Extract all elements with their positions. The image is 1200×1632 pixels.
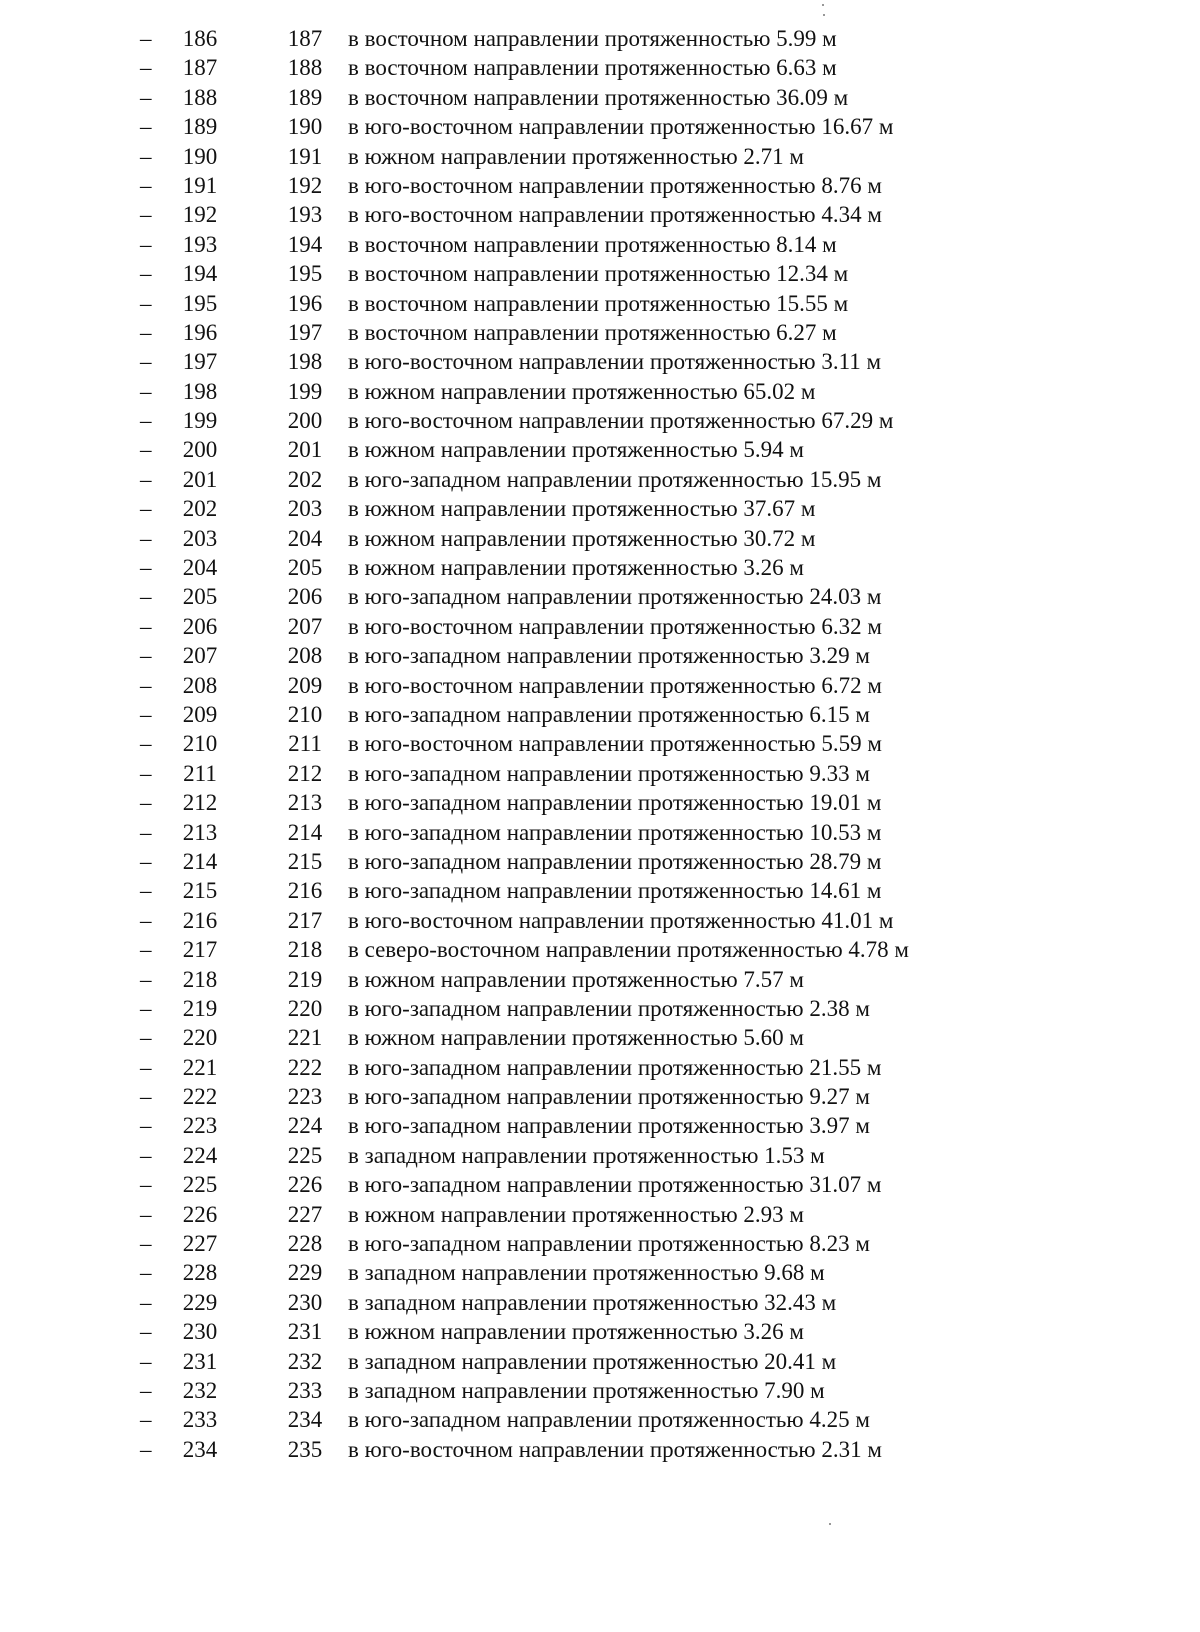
row-dash: –: [140, 290, 152, 316]
segment-start-point: 220: [182, 1025, 218, 1051]
segment-row: [0, 965, 1200, 994]
segment-start-point: 219: [182, 995, 218, 1021]
segment-start-point: 205: [182, 584, 218, 610]
row-dash: –: [140, 408, 152, 434]
segment-row: [0, 142, 1200, 171]
segment-row: [0, 641, 1200, 670]
segment-end-point: 213: [287, 790, 323, 816]
segment-description: в юго-восточном направлении протяженностью 3.11 м: [348, 349, 882, 375]
row-dash: –: [140, 349, 152, 375]
row-dash: –: [140, 143, 152, 169]
row-dash: –: [140, 231, 152, 257]
segment-end-point: 233: [287, 1377, 323, 1403]
segment-description: в южном направлении протяженностью 3.26 м: [348, 555, 804, 581]
segment-start-point: 222: [182, 1084, 218, 1110]
segment-start-point: 234: [182, 1436, 218, 1462]
scan-speck: [822, 4, 824, 6]
segment-start-point: 232: [182, 1377, 218, 1403]
segment-description: в юго-восточном направлении протяженностью 16.67 м: [348, 114, 894, 140]
segment-end-point: 228: [287, 1231, 323, 1257]
segment-start-point: 213: [182, 819, 218, 845]
segment-end-point: 220: [287, 995, 323, 1021]
segment-description: в северо-восточном направлении протяженностью 4.78 м: [348, 937, 909, 963]
segment-end-point: 222: [287, 1054, 323, 1080]
segment-row: [0, 1435, 1200, 1464]
segment-description: в южном направлении протяженностью 5.94 м: [348, 437, 804, 463]
segment-end-point: 225: [287, 1142, 323, 1168]
segment-description: в юго-западном направлении протяженностью 31.07 м: [348, 1172, 882, 1198]
segment-start-point: 192: [182, 202, 218, 228]
row-dash: –: [140, 731, 152, 757]
row-dash: –: [140, 466, 152, 492]
segment-description: в западном направлении протяженностью 1.53 м: [348, 1142, 825, 1168]
segment-end-point: 197: [287, 319, 323, 345]
row-dash: –: [140, 84, 152, 110]
segment-end-point: 231: [287, 1319, 323, 1345]
segment-end-point: 210: [287, 701, 323, 727]
segment-description: в юго-западном направлении протяженностью 19.01 м: [348, 790, 882, 816]
segment-description: в юго-восточном направлении протяженностью 5.59 м: [348, 731, 882, 757]
segment-row: [0, 935, 1200, 964]
segment-row: [0, 524, 1200, 553]
segment-start-point: 226: [182, 1201, 218, 1227]
segment-description: в юго-западном направлении протяженностью 15.95 м: [348, 466, 882, 492]
segment-row: [0, 759, 1200, 788]
segment-start-point: 208: [182, 672, 218, 698]
segment-end-point: 195: [287, 261, 323, 287]
row-dash: –: [140, 790, 152, 816]
segment-end-point: 189: [287, 84, 323, 110]
segment-start-point: 206: [182, 613, 218, 639]
segment-description: в юго-восточном направлении протяженностью 6.72 м: [348, 672, 882, 698]
segment-end-point: 214: [287, 819, 323, 845]
segment-row: [0, 83, 1200, 112]
segment-end-point: 193: [287, 202, 323, 228]
row-dash: –: [140, 1172, 152, 1198]
segment-description: в южном направлении протяженностью 37.67 м: [348, 496, 816, 522]
segment-start-point: 201: [182, 466, 218, 492]
segment-start-point: 228: [182, 1260, 218, 1286]
row-dash: –: [140, 26, 152, 51]
segment-row: [0, 289, 1200, 318]
segment-end-point: 188: [287, 55, 323, 81]
row-dash: –: [140, 907, 152, 933]
segment-row: [0, 582, 1200, 611]
segment-row: [0, 553, 1200, 582]
segment-row: [0, 906, 1200, 935]
segment-description: в юго-западном направлении протяженностью 24.03 м: [348, 584, 882, 610]
segment-start-point: 199: [182, 408, 218, 434]
row-dash: –: [140, 848, 152, 874]
row-dash: –: [140, 525, 152, 551]
segment-row: [0, 53, 1200, 82]
row-dash: –: [140, 819, 152, 845]
row-dash: –: [140, 701, 152, 727]
row-dash: –: [140, 760, 152, 786]
segment-start-point: 230: [182, 1319, 218, 1345]
segment-end-point: 199: [287, 378, 323, 404]
segment-row: [0, 1347, 1200, 1376]
segment-start-point: 195: [182, 290, 218, 316]
segment-end-point: 200: [287, 408, 323, 434]
segment-start-point: 197: [182, 349, 218, 375]
segment-start-point: 224: [182, 1142, 218, 1168]
segment-description: в юго-восточном направлении протяженностью 67.29 м: [348, 408, 894, 434]
segment-start-point: 188: [182, 84, 218, 110]
scan-speck: [829, 1523, 831, 1525]
segment-description: в юго-восточном направлении протяженностью 6.32 м: [348, 613, 882, 639]
segment-description: в юго-западном направлении протяженностью 3.97 м: [348, 1113, 870, 1139]
segment-start-point: 196: [182, 319, 218, 345]
segment-end-point: 203: [287, 496, 323, 522]
segment-row: [0, 612, 1200, 641]
segment-description: в юго-западном направлении протяженностью 9.27 м: [348, 1084, 870, 1110]
row-dash: –: [140, 1436, 152, 1462]
segment-description: в южном направлении протяженностью 3.26 м: [348, 1319, 804, 1345]
row-dash: –: [140, 1289, 152, 1315]
row-dash: –: [140, 114, 152, 140]
segment-start-point: 202: [182, 496, 218, 522]
segment-end-point: 206: [287, 584, 323, 610]
row-dash: –: [140, 319, 152, 345]
row-dash: –: [140, 1201, 152, 1227]
row-dash: –: [140, 1260, 152, 1286]
segment-description: в юго-западном направлении протяженностью 2.38 м: [348, 995, 870, 1021]
segment-end-point: 212: [287, 760, 323, 786]
row-dash: –: [140, 672, 152, 698]
segment-row: [0, 1288, 1200, 1317]
segment-start-point: 212: [182, 790, 218, 816]
segment-description: в юго-восточном направлении протяженностью 41.01 м: [348, 907, 894, 933]
row-dash: –: [140, 55, 152, 81]
segment-row: [0, 1053, 1200, 1082]
segment-start-point: 198: [182, 378, 218, 404]
row-dash: –: [140, 584, 152, 610]
segment-start-point: 216: [182, 907, 218, 933]
segment-end-point: 229: [287, 1260, 323, 1286]
segment-row: [0, 876, 1200, 905]
segment-end-point: 217: [287, 907, 323, 933]
segment-description: в южном направлении протяженностью 5.60 м: [348, 1025, 804, 1051]
row-dash: –: [140, 1231, 152, 1257]
segment-row: [0, 112, 1200, 141]
segment-row: [0, 729, 1200, 758]
row-dash: –: [140, 202, 152, 228]
segment-description: в южном направлении протяженностью 2.93 м: [348, 1201, 804, 1227]
segment-start-point: 193: [182, 231, 218, 257]
row-dash: –: [140, 1319, 152, 1345]
segment-row: [0, 494, 1200, 523]
segment-description: в южном направлении протяженностью 2.71 м: [348, 143, 804, 169]
scan-speck: [823, 14, 825, 16]
segment-row: [0, 171, 1200, 200]
segment-row: [0, 700, 1200, 729]
row-dash: –: [140, 995, 152, 1021]
segment-start-point: 233: [182, 1407, 218, 1433]
row-dash: –: [140, 937, 152, 963]
segment-description: в юго-западном направлении протяженностью 9.33 м: [348, 760, 870, 786]
segment-row: [0, 347, 1200, 376]
row-dash: –: [140, 1348, 152, 1374]
segment-description: в восточном направлении протяженностью 8.14 м: [348, 231, 837, 257]
row-dash: –: [140, 172, 152, 198]
row-dash: –: [140, 261, 152, 287]
segment-start-point: 186: [182, 26, 218, 51]
segment-row: [0, 847, 1200, 876]
row-dash: –: [140, 1025, 152, 1051]
segment-row: [0, 406, 1200, 435]
segment-row: [0, 24, 1200, 53]
segment-row: [0, 1023, 1200, 1052]
segment-end-point: 218: [287, 937, 323, 963]
segment-row: [0, 671, 1200, 700]
segment-end-point: 224: [287, 1113, 323, 1139]
segment-start-point: 214: [182, 848, 218, 874]
segment-end-point: 221: [287, 1025, 323, 1051]
segment-row: [0, 230, 1200, 259]
segment-row: [0, 1082, 1200, 1111]
segment-end-point: 187: [287, 26, 323, 51]
segment-row: [0, 788, 1200, 817]
segment-end-point: 226: [287, 1172, 323, 1198]
row-dash: –: [140, 555, 152, 581]
segment-end-point: 190: [287, 114, 323, 140]
segment-row: [0, 994, 1200, 1023]
row-dash: –: [140, 1054, 152, 1080]
segment-row: [0, 318, 1200, 347]
segment-start-point: 218: [182, 966, 218, 992]
segment-description: в юго-западном направлении протяженностью 8.23 м: [348, 1231, 870, 1257]
segment-end-point: 208: [287, 643, 323, 669]
row-dash: –: [140, 437, 152, 463]
segment-end-point: 204: [287, 525, 323, 551]
segment-description: в восточном направлении протяженностью 36.09 м: [348, 84, 849, 110]
segment-description: в юго-западном направлении протяженностью 28.79 м: [348, 848, 882, 874]
boundary-segment-list: [0, 24, 1200, 1464]
segment-end-point: 207: [287, 613, 323, 639]
segment-start-point: 227: [182, 1231, 218, 1257]
segment-description: в южном направлении протяженностью 7.57 м: [348, 966, 804, 992]
segment-end-point: 219: [287, 966, 323, 992]
segment-row: [0, 377, 1200, 406]
segment-start-point: 210: [182, 731, 218, 757]
segment-start-point: 200: [182, 437, 218, 463]
segment-end-point: 223: [287, 1084, 323, 1110]
segment-start-point: 209: [182, 701, 218, 727]
segment-description: в юго-западном направлении протяженностью 4.25 м: [348, 1407, 870, 1433]
segment-end-point: 205: [287, 555, 323, 581]
segment-row: [0, 1170, 1200, 1199]
segment-end-point: 230: [287, 1289, 323, 1315]
segment-description: в юго-западном направлении протяженностью 21.55 м: [348, 1054, 882, 1080]
row-dash: –: [140, 378, 152, 404]
segment-description: в восточном направлении протяженностью 6.27 м: [348, 319, 837, 345]
segment-end-point: 202: [287, 466, 323, 492]
segment-end-point: 211: [288, 731, 322, 757]
segment-row: [0, 1200, 1200, 1229]
segment-description: в восточном направлении протяженностью 6.63 м: [348, 55, 837, 81]
segment-description: в южном направлении протяженностью 65.02 м: [348, 378, 816, 404]
segment-row: [0, 1111, 1200, 1140]
segment-description: в южном направлении протяженностью 30.72 м: [348, 525, 816, 551]
segment-end-point: 227: [287, 1201, 323, 1227]
segment-description: в юго-восточном направлении протяженностью 8.76 м: [348, 172, 882, 198]
segment-description: в восточном направлении протяженностью 5.99 м: [348, 26, 837, 51]
segment-start-point: 211: [183, 760, 217, 786]
segment-start-point: 204: [182, 555, 218, 581]
segment-description: в юго-восточном направлении протяженностью 4.34 м: [348, 202, 882, 228]
segment-end-point: 215: [287, 848, 323, 874]
row-dash: –: [140, 1142, 152, 1168]
segment-start-point: 231: [182, 1348, 218, 1374]
segment-start-point: 225: [182, 1172, 218, 1198]
row-dash: –: [140, 1377, 152, 1403]
segment-start-point: 187: [182, 55, 218, 81]
segment-row: [0, 435, 1200, 464]
segment-start-point: 190: [182, 143, 218, 169]
segment-end-point: 216: [287, 878, 323, 904]
segment-description: в юго-западном направлении протяженностью 3.29 м: [348, 643, 870, 669]
segment-start-point: 217: [182, 937, 218, 963]
segment-start-point: 203: [182, 525, 218, 551]
segment-row: [0, 1141, 1200, 1170]
segment-row: [0, 1376, 1200, 1405]
segment-row: [0, 465, 1200, 494]
segment-row: [0, 1258, 1200, 1287]
segment-end-point: 194: [287, 231, 323, 257]
segment-description: в западном направлении протяженностью 7.90 м: [348, 1377, 825, 1403]
segment-end-point: 201: [287, 437, 323, 463]
segment-start-point: 207: [182, 643, 218, 669]
row-dash: –: [140, 1407, 152, 1433]
segment-description: в юго-западном направлении протяженностью 6.15 м: [348, 701, 870, 727]
segment-start-point: 229: [182, 1289, 218, 1315]
segment-row: [0, 200, 1200, 229]
segment-row: [0, 1229, 1200, 1258]
segment-row: [0, 1405, 1200, 1434]
row-dash: –: [140, 1113, 152, 1139]
segment-row: [0, 1317, 1200, 1346]
segment-start-point: 215: [182, 878, 218, 904]
segment-end-point: 234: [287, 1407, 323, 1433]
segment-description: в западном направлении протяженностью 32.43 м: [348, 1289, 837, 1315]
segment-description: в западном направлении протяженностью 20.41 м: [348, 1348, 837, 1374]
row-dash: –: [140, 496, 152, 522]
segment-start-point: 223: [182, 1113, 218, 1139]
segment-end-point: 192: [287, 172, 323, 198]
segment-description: в юго-западном направлении протяженностью 14.61 м: [348, 878, 882, 904]
segment-start-point: 194: [182, 261, 218, 287]
segment-row: [0, 259, 1200, 288]
row-dash: –: [140, 613, 152, 639]
segment-end-point: 198: [287, 349, 323, 375]
segment-start-point: 221: [182, 1054, 218, 1080]
segment-start-point: 189: [182, 114, 218, 140]
segment-end-point: 232: [287, 1348, 323, 1374]
segment-row: [0, 818, 1200, 847]
segment-end-point: 191: [287, 143, 323, 169]
segment-description: в восточном направлении протяженностью 12.34 м: [348, 261, 849, 287]
row-dash: –: [140, 966, 152, 992]
segment-description: в юго-западном направлении протяженностью 10.53 м: [348, 819, 882, 845]
segment-description: в восточном направлении протяженностью 15.55 м: [348, 290, 849, 316]
row-dash: –: [140, 643, 152, 669]
segment-end-point: 196: [287, 290, 323, 316]
row-dash: –: [140, 878, 152, 904]
segment-end-point: 235: [287, 1436, 323, 1462]
segment-end-point: 209: [287, 672, 323, 698]
segment-start-point: 191: [182, 172, 218, 198]
row-dash: –: [140, 1084, 152, 1110]
segment-description: в юго-восточном направлении протяженностью 2.31 м: [348, 1436, 882, 1462]
segment-description: в западном направлении протяженностью 9.68 м: [348, 1260, 825, 1286]
